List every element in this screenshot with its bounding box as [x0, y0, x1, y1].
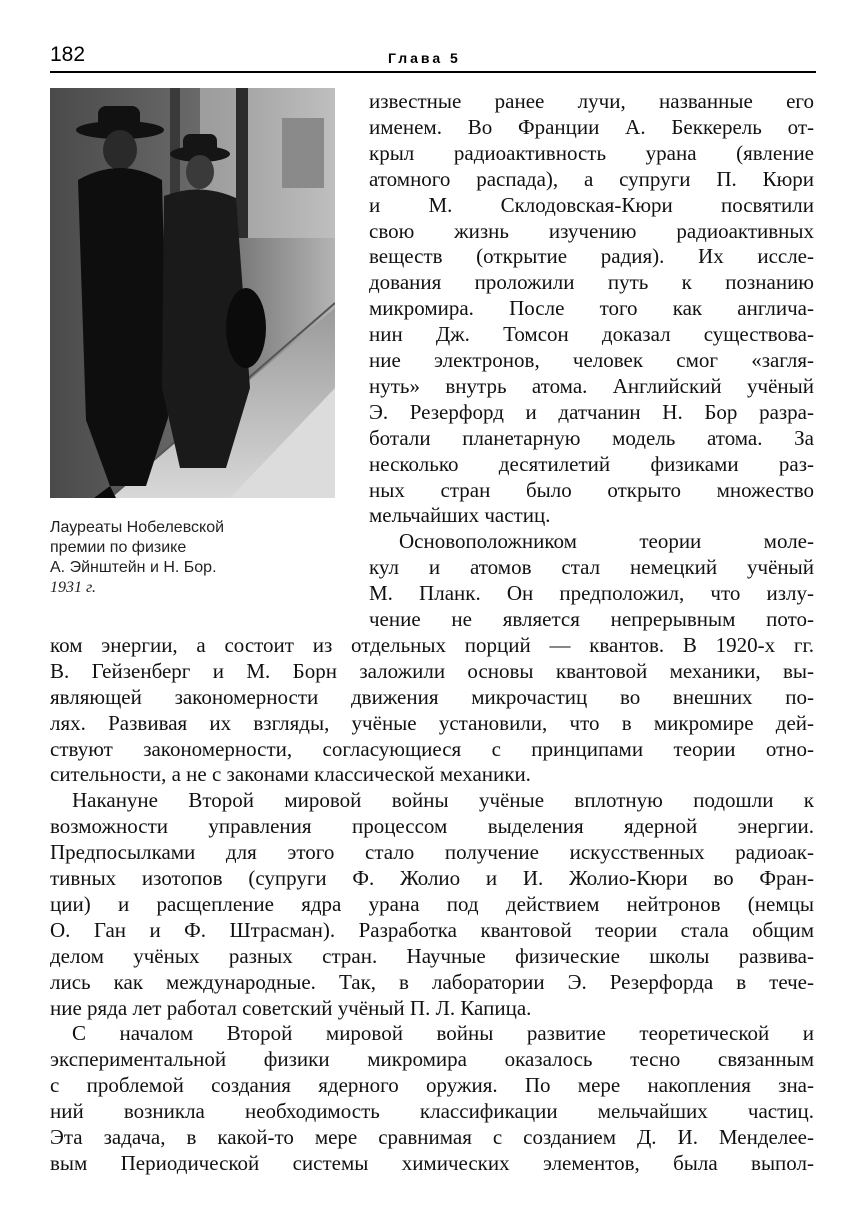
caption-line: премии по физике: [50, 539, 187, 556]
text-line: делом учёных разных стран. Научные физические школы развива-: [50, 943, 814, 968]
text-line: ние ряда лет работал советский учёный П. Л. Капица.: [50, 995, 532, 1020]
text-line: мельчайших частиц.: [369, 503, 551, 528]
photo-caption: [50, 518, 340, 598]
text-line: Основоположником теории моле-: [399, 529, 814, 554]
text-line: крыл радиоактивность урана (явление: [369, 140, 814, 165]
caption-year: 1931 г.: [50, 579, 97, 596]
text-line: ком энергии, а состоит из отдельных порций — квантов. В 1920-х гг.: [50, 632, 814, 657]
text-line: В. Гейзенберг и М. Борн заложили основы квантовой механики, вы-: [50, 658, 814, 683]
text-line: нин Дж. Томсон доказал существова-: [369, 322, 814, 347]
text-line: именем. Во Франции А. Беккерель от-: [369, 114, 814, 139]
text-line: возможности управления процессом выделения ядерной энергии.: [50, 814, 814, 839]
text-line: ний возникла необходимость классификации мельчайших частиц.: [50, 1099, 814, 1124]
text-line: чение не является непрерывным пото-: [369, 607, 814, 631]
text-line: Предпосылками для этого стало получение искусственных радиоак-: [50, 840, 814, 865]
caption-line: Лауреаты Нобелевской: [50, 519, 225, 536]
text-line: несколько десятилетий физиками раз-: [369, 451, 814, 476]
text-line: М. Планк. Он предположил, что излу-: [369, 581, 814, 606]
text-line: ции) и расщепление ядра урана под действием нейтронов (немцы: [50, 891, 814, 916]
photo-illustration: [50, 88, 335, 498]
text-line: С началом Второй мировой войны развитие теоретической и: [72, 1021, 814, 1046]
text-line: атомного распада), а супруги П. Кюри: [369, 166, 814, 191]
text-line: Эта задача, в какой-то мере сравнимая с созданием Д. И. Менделее-: [50, 1125, 814, 1149]
text-line: ботали планетарную модель атома. За: [369, 425, 814, 450]
text-line: микромира. После того как англича-: [369, 296, 814, 321]
header-rule: [50, 71, 816, 73]
text-line: тивных изотопов (супруги Ф. Жолио и И. Жолио-Кюри во Фран-: [50, 866, 814, 890]
text-line: Э. Резерфорд и датчанин Н. Бор разра-: [369, 399, 814, 424]
text-line: с проблемой создания ядерного оружия. По мере накопления зна-: [50, 1073, 814, 1098]
text-line: являющей закономерности движения микрочастиц во внешних по-: [50, 684, 814, 709]
text-line: нуть» внутрь атома. Английский учёный: [369, 373, 814, 398]
text-line: известные ранее лучи, названные его: [369, 89, 814, 113]
text-line: лях. Развивая их взгляды, учёные установили, что в микромире дей-: [50, 710, 814, 735]
text-line: ние электронов, человек смог «загля-: [369, 348, 814, 372]
text-line: веществ (открытие радия). Их иссле-: [369, 244, 814, 269]
text-line: лись как международные. Так, в лаборатории Э. Резерфорда в тече-: [50, 969, 814, 994]
text-line: Накануне Второй мировой войны учёные вплотную подошли к: [72, 788, 814, 813]
text-line: О. Ган и Ф. Штрасман). Разработка квантовой теории стала общим: [50, 917, 814, 942]
text-line: ных стран было открыто множество: [369, 477, 814, 502]
running-head-chapter: Глава 5: [388, 50, 461, 66]
text-line: экспериментальной физики микромира оказалось тесно связанным: [50, 1047, 814, 1072]
text-line: свою жизнь изучению радиоактивных: [369, 218, 814, 243]
text-line: сительности, а не с законами классической механики.: [50, 762, 531, 787]
text-line: ствуют закономерности, согласующиеся с принципами теории отно-: [50, 736, 814, 761]
text-line: и М. Склодовская-Кюри посвятили: [369, 192, 814, 217]
historical-photo: [50, 88, 335, 498]
text-line: кул и атомов стал немецкий учёный: [369, 555, 814, 580]
text-line: дования проложили путь к познанию: [369, 270, 814, 295]
page-number: 182: [50, 43, 86, 66]
caption-line: А. Эйнштейн и Н. Бор.: [50, 559, 217, 576]
text-line: вым Периодической системы химических элементов, была выпол-: [50, 1150, 814, 1175]
